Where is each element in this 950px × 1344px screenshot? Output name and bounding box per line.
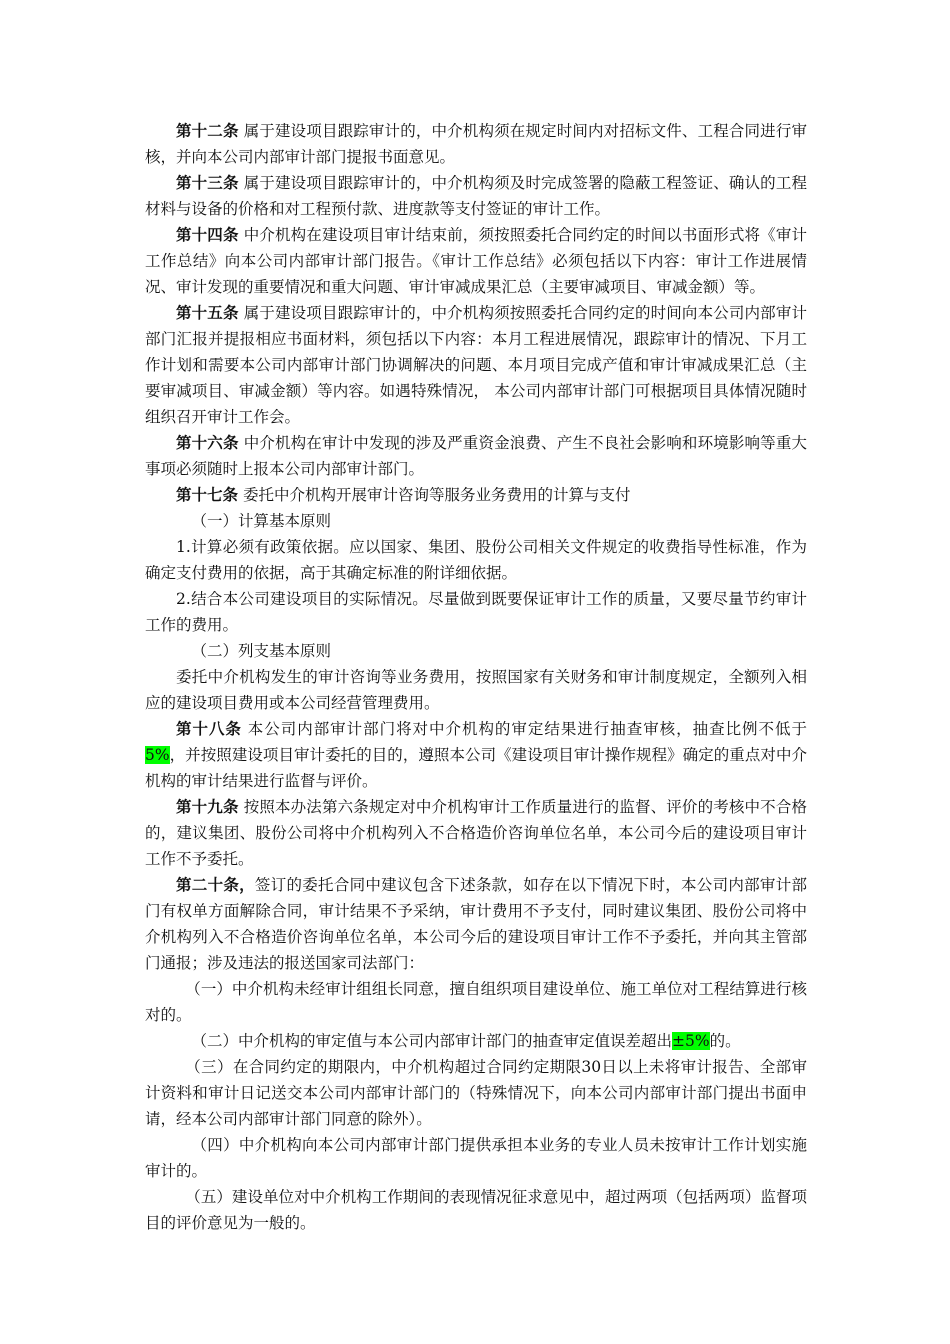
article-16: [145, 430, 807, 482]
article-17-section-2-text: 委托中介机构发生的审计咨询等业务费用，按照国家有关财务和审计制度规定，全额列入相应的建设项目费用或本公司经营管理费用。: [145, 668, 807, 712]
article-text: 本公司内部审计部门将对中介机构的审定结果进行抽查审核，抽查比例不低于: [241, 720, 807, 738]
article-15: [145, 300, 807, 430]
article-text: 属于建设项目跟踪审计的，中介机构须按照委托合同约定的时间向本公司内部审计部门汇报并提报相应书面材料，须包括以下内容：本月工程进展情况，跟踪审计的情况、下月工作计划和需要本公司内部审计部门协调解决的问题、本月项目完成产值和审计审减成果汇总（主要审减项目、审减金额）等内容。如遇特殊情况， 本公司内部审计部门可根据项目具体情况随时组织召开审计工作会。: [145, 304, 807, 426]
item-text: （二）中介机构的审定值与本公司内部审计部门的抽查审定值误差超出: [191, 1032, 673, 1050]
highlighted-text: ±5%: [672, 1032, 710, 1050]
article-text: 委托中介机构开展审计咨询等服务业务费用的计算与支付: [238, 486, 631, 504]
item-text: 的。: [709, 1032, 741, 1050]
article-20-item-3: （三）在合同约定的期限内，中介机构超过合同约定期限30日以上未将审计报告、全部审计资料和审计日记送交本公司内部审计部门的（特殊情况下，向本公司内部审计部门提出书面申请，经本公司内部审计部门同意的除外）。: [145, 1058, 807, 1128]
article-title: 第十二条: [176, 121, 239, 140]
article-17-section-2: （二）列支基本原则: [191, 642, 332, 660]
article-20: [145, 872, 807, 976]
article-text: 属于建设项目跟踪审计的，中介机构须在规定时间内对招标文件、工程合同进行审核，并向本公司内部审计部门提报书面意见。: [145, 122, 807, 166]
article-20-item-2: [145, 1028, 807, 1054]
article-title: 第十六条: [176, 433, 239, 452]
document-body: [145, 118, 807, 1236]
article-18: [145, 716, 807, 794]
article-17: [145, 482, 807, 508]
article-title: 第十七条: [176, 485, 239, 504]
article-text: 属于建设项目跟踪审计的，中介机构须及时完成签署的隐蔽工程签证、确认的工程材料与设备的价格和对工程预付款、进度款等支付签证的审计工作。: [145, 174, 807, 218]
article-text: 按照本办法第六条规定对中介机构审计工作质量进行的监督、评价的考核中不合格的，建议集团、股份公司将中介机构列入不合格造价咨询单位名单，本公司今后的建设项目审计工作不予委托。: [145, 798, 807, 868]
article-20-item-4: （四）中介机构向本公司内部审计部门提供承担本业务的专业人员未按审计工作计划实施审计的。: [145, 1136, 807, 1180]
article-title: 第十九条: [176, 797, 239, 816]
article-title: 第十八条: [176, 719, 242, 738]
article-text: 签订的委托合同中建议包含下述条款，如存在以下情况下时，本公司内部审计部门有权单方面解除合同，审计结果不予采纳，审计费用不予支付，同时建议集团、股份公司将中介机构列入不合格造价咨询单位名单，本公司今后的建设项目审计工作不予委托，并向其主管部门通报；涉及违法的报送国家司法部门：: [145, 876, 807, 972]
article-text: 中介机构在审计中发现的涉及严重资金浪费、产生不良社会影响和环境影响等重大事项必须随时上报本公司内部审计部门。: [145, 434, 807, 478]
article-13: [145, 170, 807, 222]
highlighted-text: 5%: [145, 746, 170, 764]
article-text: 中介机构在建设项目审计结束前，须按照委托合同约定的时间以书面形式将《审计工作总结》向本公司内部审计部门报告。《审计工作总结》必须包括以下内容：审计工作进展情况、审计发现的重要情况和重大问题、审计审减成果汇总（主要审减项目、审减金额）等。: [145, 226, 807, 296]
article-14: [145, 222, 807, 300]
article-title: 第十五条: [176, 303, 239, 322]
article-12: [145, 118, 807, 170]
article-text: ，并按照建设项目审计委托的目的，遵照本公司《建设项目审计操作规程》确定的重点对中介机构的审计结果进行监督与评价。: [145, 746, 807, 790]
article-19: [145, 794, 807, 872]
article-20-item-1: （一）中介机构未经审计组组长同意，擅自组织项目建设单位、施工单位对工程结算进行核对的。: [145, 980, 807, 1024]
article-title: 第十三条: [176, 173, 239, 192]
article-17-item-1: 1.计算必须有政策依据。应以国家、集团、股份公司相关文件规定的收费指导性标准，作为确定支付费用的依据，高于其确定标准的附详细依据。: [145, 538, 807, 582]
article-title: 第二十条，: [176, 875, 255, 894]
article-20-item-5: （五）建设单位对中介机构工作期间的表现情况征求意见中，超过两项（包括两项）监督项目的评价意见为一般的。: [145, 1188, 807, 1232]
article-17-item-2: 2.结合本公司建设项目的实际情况。尽量做到既要保证审计工作的质量，又要尽量节约审计工作的费用。: [145, 590, 807, 634]
article-17-section-1: （一）计算基本原则: [191, 512, 332, 530]
article-title: 第十四条: [176, 225, 239, 244]
